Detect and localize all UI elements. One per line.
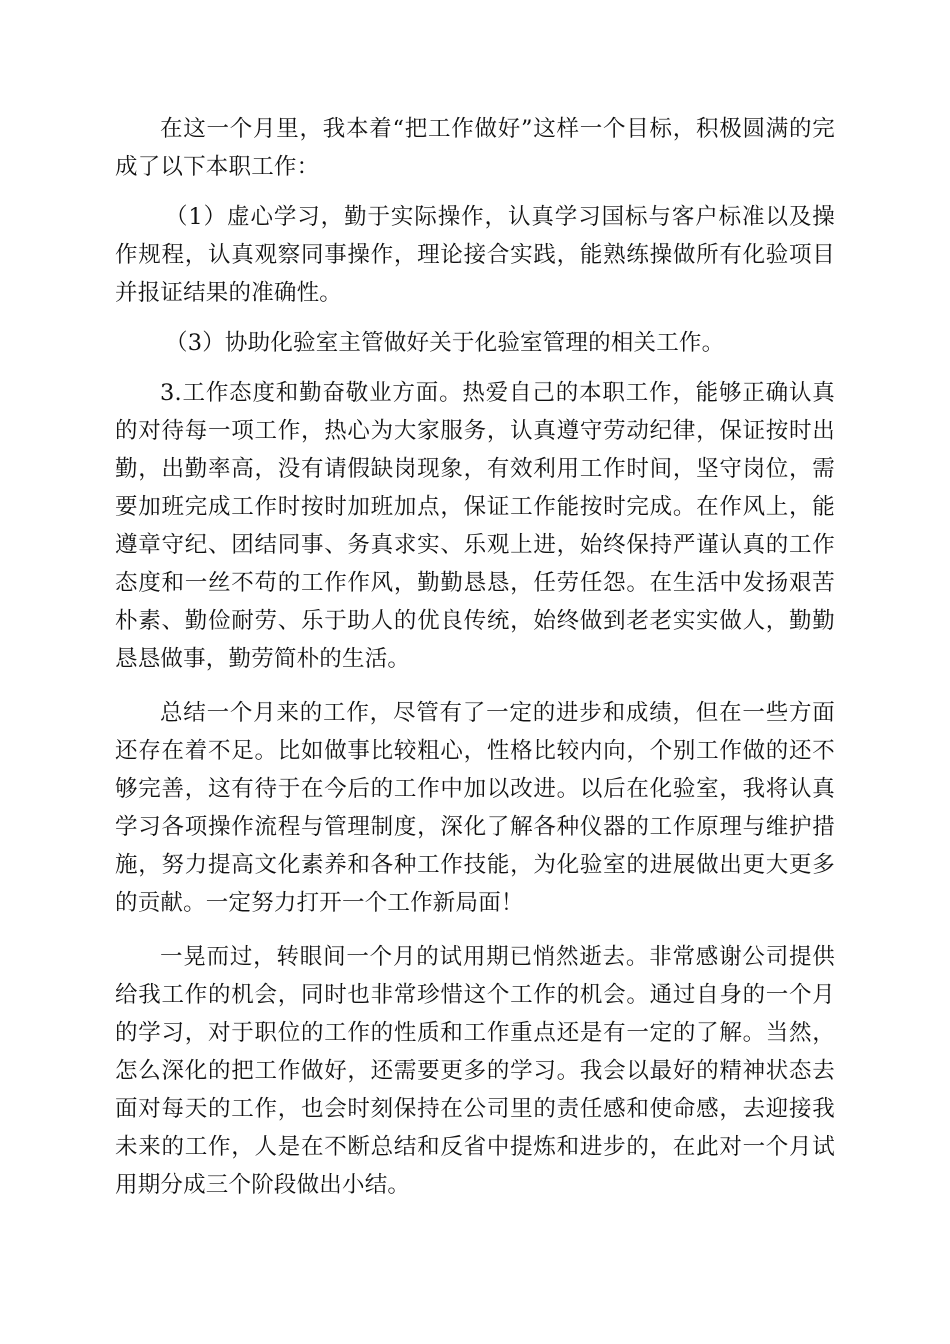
paragraph-probation: 一晃而过，转眼间一个月的试用期已悄然逝去。非常感谢公司提供给我工作的机会，同时也非常珍惜这个工作的机会。通过自身的一个月的学习，对于职位的工作的性质和工作重点还是有一定的了解。当然，怎么深化的把工作做好，还需要更多的学习。我会以最好的精神状态去面对每天的工作，也会时刻保持在公司里的责任感和使命感，去迎接我未来的工作，人是在不断总结和反省中提炼和进步的，在此对一个月试用期分成三个阶段做出小结。 [115, 944, 835, 1198]
paragraph-summary: 总结一个月来的工作，尽管有了一定的进步和成绩，但在一些方面还存在着不足。比如做事比较粗心，性格比较内向，个别工作做的还不够完善，这有待于在今后的工作中加以改进。以后在化验室，我将认真学习各项操作流程与管理制度，深化了解各种仪器的工作原理与维护措施，努力提高文化素养和各种工作技能，为化验室的进展做出更大更多的贡献。一定努力打开一个工作新局面！ [115, 700, 835, 916]
paragraph-item-1: （1）虚心学习，勤于实际操作，认真学习国标与客户标准以及操作规程，认真观察同事操作，理论接合实践，能熟练操做所有化验项目并报证结果的准确性。 [115, 204, 835, 306]
paragraph-item-3: （3）协助化验室主管做好关于化验室管理的相关工作。 [165, 330, 725, 356]
paragraph-work-attitude: 3.工作态度和勤奋敬业方面。热爱自己的本职工作，能够正确认真的对待每一项工作，热心为大家服务，认真遵守劳动纪律，保证按时出勤，出勤率高，没有请假缺岗现象，有效利用工作时间，坚守岗位，需要加班完成工作时按时加班加点，保证工作能按时完成。在作风上，能遵章守纪、团结同事、务真求实、乐观上进，始终保持严谨认真的工作态度和一丝不苟的工作作风，勤勤恳恳，任劳任怨。在生活中发扬艰苦朴素、勤俭耐劳、乐于助人的优良传统，始终做到老老实实做人，勤勤恳恳做事，勤劳简朴的生活。 [115, 380, 835, 672]
paragraph-intro: 在这一个月里，我本着“把工作做好”这样一个目标，积极圆满的完成了以下本职工作： [115, 116, 835, 180]
document-page [115, 110, 835, 1204]
